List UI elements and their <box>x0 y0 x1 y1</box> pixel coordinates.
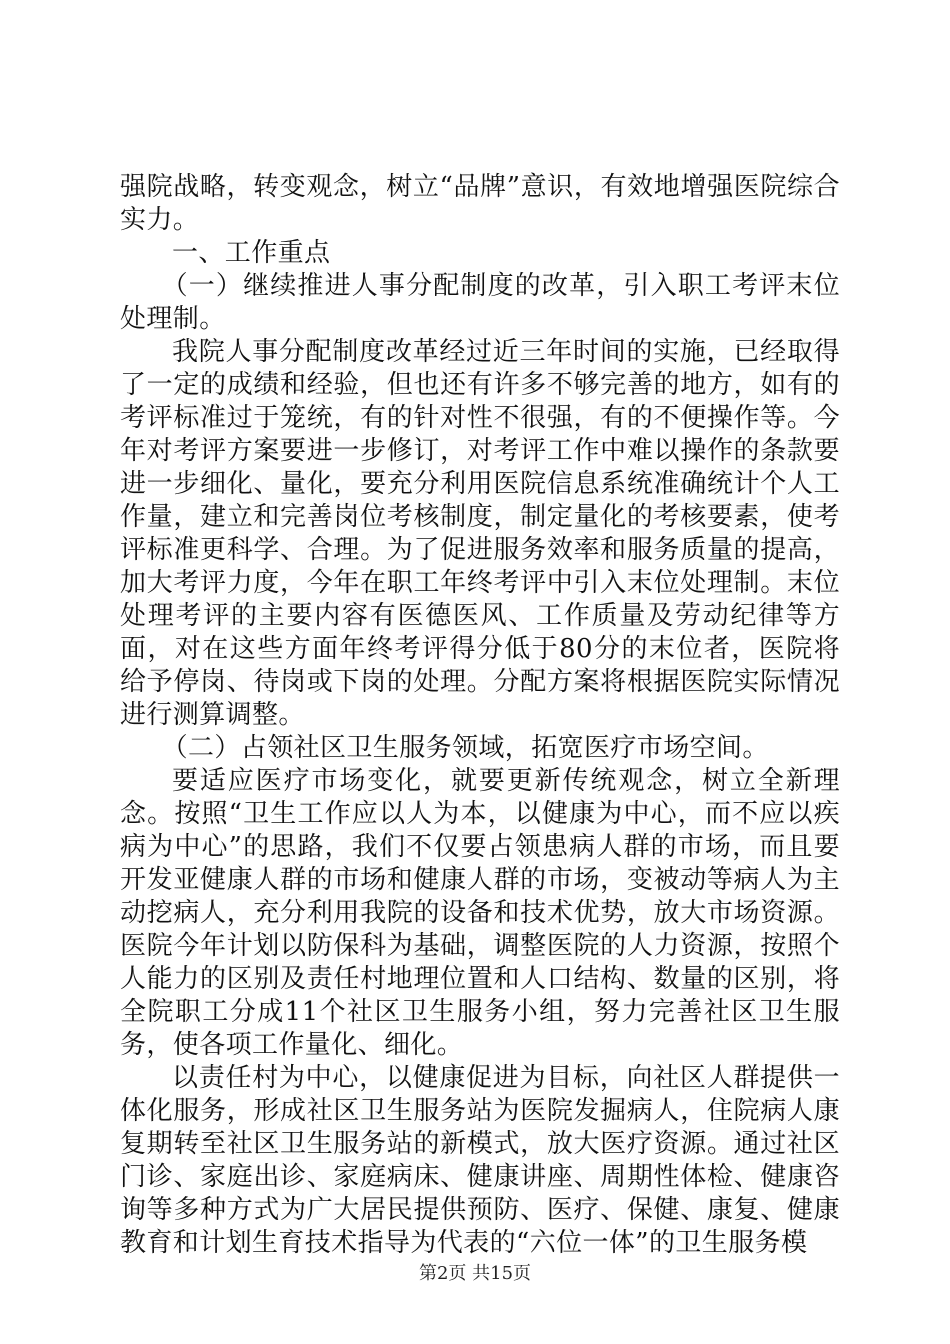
section-heading-work-focus: 一、工作重点 <box>172 238 331 268</box>
paragraph-continuation: 强院战略，转变观念，树立“品牌”意识，有效地增强医院综合实力。 <box>120 172 840 235</box>
document-body <box>120 171 840 1260</box>
paragraph-community-health: 要适应医疗市场变化，就要更新传统观念，树立全新理念。按照“卫生工作应以人为本，以健康为中心，而不应以疾病为中心”的思路，我们不仅要占领患病人群的市场，而且要开发亚健康人群的市场和健康人群的市场，变被动等病人为主动挖病人，充分利用我院的设备和技术优势，放大市场资源。医院今年计划以防保科为基础，调整医院的人力资源，按照个人能力的区别及责任村地理位置和人口结构、数量的区别，将全院职工分成11个社区卫生服务小组，努力完善社区卫生服务，使各项工作量化、细化。 <box>120 766 840 1060</box>
page-number-footer: 第2页 共15页 <box>418 1263 532 1284</box>
subsection-heading-community-health: （二）占领社区卫生服务领域，拓宽医疗市场空间。 <box>161 733 769 763</box>
paragraph-integrated-service: 以责任村为中心，以健康促进为目标，向社区人群提供一体化服务，形成社区卫生服务站为医院发掘病人，住院病人康复期转至社区卫生服务站的新模式，放大医疗资源。通过社区门诊、家庭出诊、家庭病床、健康讲座、周期性体检、健康咨询等多种方式为广大居民提供预防、医疗、保健、康复、健康教育和计划生育技术指导为代表的“六位一体”的卫生服务模 <box>120 1063 840 1258</box>
subsection-heading-personnel-reform: （一）继续推进人事分配制度的改革，引入职工考评末位处理制。 <box>120 271 840 334</box>
paragraph-personnel-reform: 我院人事分配制度改革经过近三年时间的实施，已经取得了一定的成绩和经验，但也还有许多不够完善的地方，如有的考评标准过于笼统，有的针对性不很强，有的不便操作等。今年对考评方案要进一步修订，对考评工作中难以操作的条款要进一步细化、量化，要充分利用医院信息系统准确统计个人工作量，建立和完善岗位考核制度，制定量化的考核要素，使考评标准更科学、合理。为了促进服务效率和服务质量的提高，加大考评力度，今年在职工年终考评中引入末位处理制。末位处理考评的主要内容有医德医风、工作质量及劳动纪律等方面，对在这些方面年终考评得分低于80分的末位者，医院将给予停岗、待岗或下岗的处理。分配方案将根据医院实际情况进行测算调整。 <box>120 337 840 730</box>
